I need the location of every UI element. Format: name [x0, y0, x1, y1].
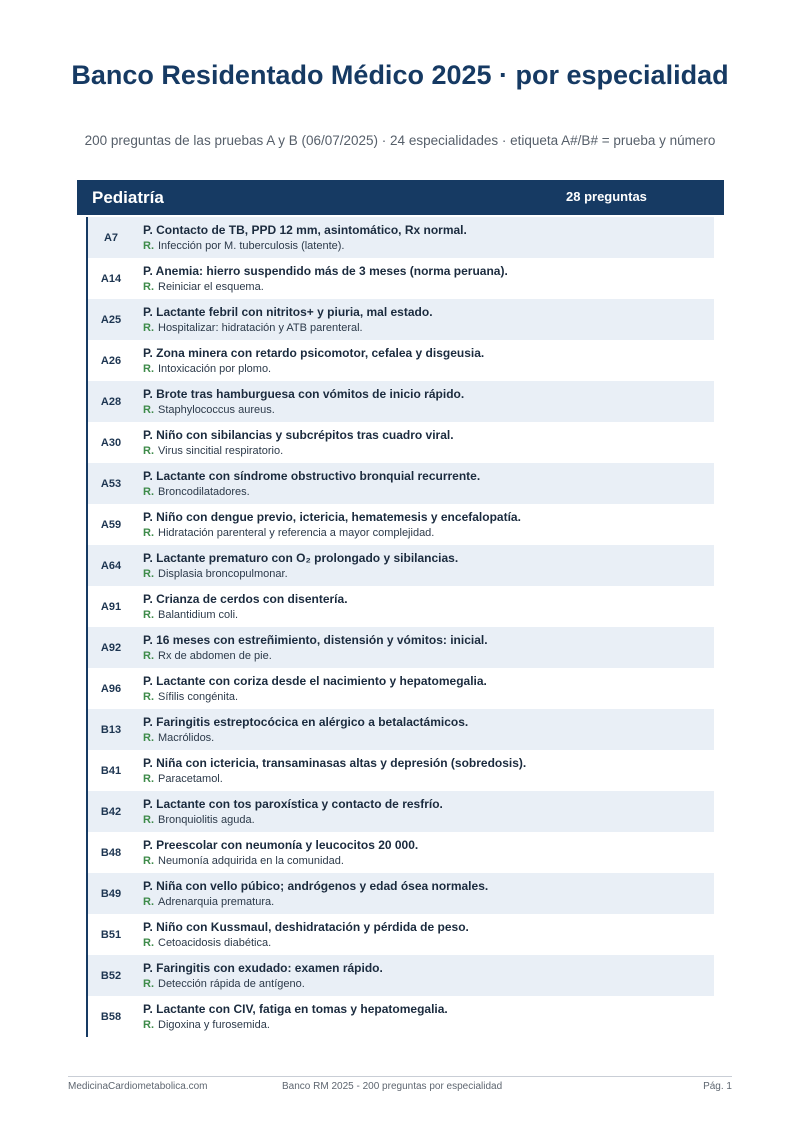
- answer-prefix: R.: [143, 650, 154, 662]
- question-row: [88, 258, 714, 299]
- question-row: [88, 873, 714, 914]
- answer-prefix: R.: [143, 281, 154, 293]
- question-text: P. Preescolar con neumonía y leucocitos 20 000.: [143, 838, 419, 852]
- document-title: Banco Residentado Médico 2025 · por especialidad: [71, 60, 729, 90]
- question-text: P. Lactante con coriza desde el nacimiento y hepatomegalia.: [143, 674, 487, 688]
- answer-prefix: R.: [143, 978, 154, 990]
- question-list: [86, 217, 714, 1037]
- answer-text: Cetoacidosis diabética.: [158, 937, 272, 949]
- answer-prefix: R.: [143, 691, 154, 703]
- answer-prefix: R.: [143, 240, 154, 252]
- question-code: A53: [100, 478, 122, 490]
- question-code: A26: [100, 355, 122, 367]
- question-code: A28: [100, 396, 122, 408]
- question-row: [88, 504, 714, 545]
- answer-line: [143, 1018, 710, 1032]
- answer-text: Staphylococcus aureus.: [158, 404, 275, 416]
- answer-text: Displasia broncopulmonar.: [158, 568, 288, 580]
- answer-text: Rx de abdomen de pie.: [158, 650, 272, 662]
- answer-text: Sífilis congénita.: [158, 691, 239, 703]
- question-code: A91: [100, 601, 122, 613]
- question-text: P. Zona minera con retardo psicomotor, cefalea y disgeusia.: [143, 346, 485, 360]
- answer-prefix: R.: [143, 896, 154, 908]
- answer-prefix: R.: [143, 363, 154, 375]
- answer-text: Intoxicación por plomo.: [158, 363, 272, 375]
- answer-text: Infección por M. tuberculosis (latente).: [158, 240, 345, 252]
- question-code: A59: [100, 519, 122, 531]
- answer-line: [143, 485, 710, 499]
- answer-prefix: R.: [143, 773, 154, 785]
- question-row: [88, 299, 714, 340]
- answer-text: Macrólidos.: [158, 732, 215, 744]
- answer-text: Virus sincitial respiratorio.: [158, 445, 284, 457]
- answer-line: [143, 280, 710, 294]
- question-code: B51: [100, 929, 122, 941]
- answer-line: [143, 362, 710, 376]
- answer-line: [143, 444, 710, 458]
- answer-text: Adrenarquia prematura.: [158, 896, 275, 908]
- answer-text: Detección rápida de antígeno.: [158, 978, 305, 990]
- question-row: [88, 996, 714, 1037]
- question-code: B49: [100, 888, 122, 900]
- question-code: B58: [100, 1011, 122, 1023]
- question-text: P. Lactante con síndrome obstructivo bronquial recurrente.: [143, 469, 481, 483]
- question-text: P. Crianza de cerdos con disentería.: [143, 592, 348, 606]
- footer-page-number: Pág. 1: [703, 1081, 732, 1092]
- question-text: P. Lactante con CIV, fatiga en tomas y hepatomegalia.: [143, 1002, 448, 1016]
- question-row: [88, 586, 714, 627]
- answer-line: [143, 895, 710, 909]
- answer-text: Broncodilatadores.: [158, 486, 250, 498]
- question-code: A30: [100, 437, 122, 449]
- answer-prefix: R.: [143, 322, 154, 334]
- question-code: A64: [100, 560, 122, 572]
- answer-prefix: R.: [143, 1019, 154, 1031]
- question-text: P. Niño con sibilancias y subcrépitos tras cuadro viral.: [143, 428, 454, 442]
- question-row: [88, 463, 714, 504]
- question-row: [88, 955, 714, 996]
- question-code: A92: [100, 642, 122, 654]
- answer-text: Digoxina y furosemida.: [158, 1019, 270, 1031]
- answer-line: [143, 239, 710, 253]
- answer-text: Bronquiolitis aguda.: [158, 814, 255, 826]
- answer-text: Hidratación parenteral y referencia a mayor complejidad.: [158, 527, 435, 539]
- question-text: P. Faringitis estreptocócica en alérgico a betalactámicos.: [143, 715, 469, 729]
- question-row: [88, 627, 714, 668]
- section-name: Pediatría: [92, 188, 164, 207]
- footer-site: MedicinaCardiometabolica.com: [68, 1081, 208, 1092]
- question-row: [88, 709, 714, 750]
- question-text: P. Lactante prematuro con O₂ prolongado y sibilancias.: [143, 551, 459, 565]
- question-code: A25: [100, 314, 122, 326]
- question-row: [88, 668, 714, 709]
- answer-line: [143, 608, 710, 622]
- question-text: P. Niña con ictericia, transaminasas altas y depresión (sobredosis).: [143, 756, 527, 770]
- answer-text: Reiniciar el esquema.: [158, 281, 264, 293]
- answer-prefix: R.: [143, 937, 154, 949]
- question-code: A96: [100, 683, 122, 695]
- question-text: P. Contacto de TB, PPD 12 mm, asintomático, Rx normal.: [143, 223, 467, 237]
- answer-prefix: R.: [143, 445, 154, 457]
- question-code: A7: [103, 232, 119, 244]
- answer-line: [143, 936, 710, 950]
- question-text: P. Niña con vello púbico; andrógenos y edad ósea normales.: [143, 879, 489, 893]
- question-text: P. Anemia: hierro suspendido más de 3 meses (norma peruana).: [143, 264, 508, 278]
- answer-line: [143, 526, 710, 540]
- question-row: [88, 340, 714, 381]
- document-subtitle: 200 preguntas de las pruebas A y B (06/07/2025) · 24 especialidades · etiqueta A#/B# = prueba y número: [84, 133, 716, 148]
- question-row: [88, 914, 714, 955]
- answer-line: [143, 649, 710, 663]
- answer-line: [143, 813, 710, 827]
- footer-description: Banco RM 2025 - 200 preguntas por especialidad: [282, 1081, 503, 1092]
- question-row: [88, 750, 714, 791]
- footer-divider: [68, 1076, 732, 1077]
- question-text: P. Brote tras hamburguesa con vómitos de inicio rápido.: [143, 387, 465, 401]
- question-text: P. Niño con dengue previo, ictericia, hematemesis y encefalopatía.: [143, 510, 521, 524]
- answer-prefix: R.: [143, 732, 154, 744]
- answer-line: [143, 977, 710, 991]
- answer-prefix: R.: [143, 486, 154, 498]
- answer-prefix: R.: [143, 568, 154, 580]
- question-code: A14: [100, 273, 122, 285]
- answer-text: Paracetamol.: [158, 773, 223, 785]
- question-row: [88, 832, 714, 873]
- question-text: P. Lactante febril con nitritos+ y piuria, mal estado.: [143, 305, 433, 319]
- question-text: P. Lactante con tos paroxística y contacto de resfrío.: [143, 797, 443, 811]
- answer-line: [143, 403, 710, 417]
- question-text: P. Niño con Kussmaul, deshidratación y pérdida de peso.: [143, 920, 469, 934]
- question-row: [88, 422, 714, 463]
- answer-prefix: R.: [143, 814, 154, 826]
- question-row: [88, 217, 714, 258]
- question-code: B48: [100, 847, 122, 859]
- question-text: P. Faringitis con exudado: examen rápido.: [143, 961, 383, 975]
- answer-prefix: R.: [143, 609, 154, 621]
- section-header: [77, 180, 724, 215]
- answer-line: [143, 567, 710, 581]
- answer-text: Hospitalizar: hidratación y ATB parenteral.: [158, 322, 363, 334]
- question-code: B42: [100, 806, 122, 818]
- answer-line: [143, 690, 710, 704]
- section-question-count: 28 preguntas: [566, 189, 647, 204]
- answer-prefix: R.: [143, 855, 154, 867]
- question-code: B13: [100, 724, 122, 736]
- answer-text: Balantidium coli.: [158, 609, 239, 621]
- answer-prefix: R.: [143, 527, 154, 539]
- answer-line: [143, 772, 710, 786]
- question-row: [88, 791, 714, 832]
- question-row: [88, 545, 714, 586]
- answer-line: [143, 854, 710, 868]
- question-text: P. 16 meses con estreñimiento, distensión y vómitos: inicial.: [143, 633, 488, 647]
- answer-line: [143, 321, 710, 335]
- answer-text: Neumonía adquirida en la comunidad.: [158, 855, 344, 867]
- question-code: B41: [100, 765, 122, 777]
- answer-line: [143, 731, 710, 745]
- question-code: B52: [100, 970, 122, 982]
- answer-prefix: R.: [143, 404, 154, 416]
- question-row: [88, 381, 714, 422]
